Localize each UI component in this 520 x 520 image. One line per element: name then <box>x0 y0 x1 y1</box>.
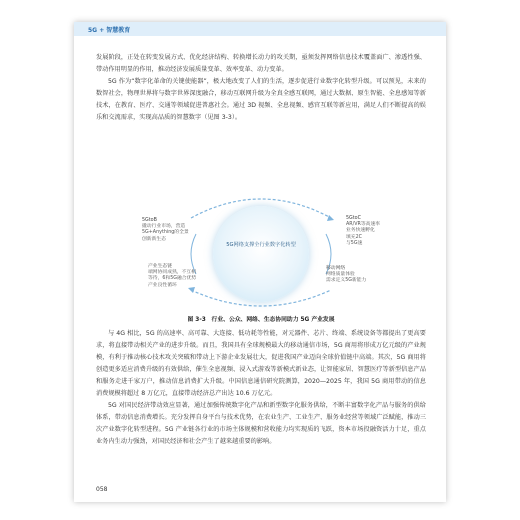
node-5gtob <box>142 218 214 243</box>
paragraph-2: 5G 作为“数字化革命的关键使能器”，极大地改变了人们的生活，逐步促进行业数字化转型升级。可以预见，未来的数智社会，物理世界将与数字世界深度融合，移动互联网升级为全真全感互联网，通过大数据、原生智能、全息感知等新技术，在教育、医疗、交通等领域促进普惠社会。通过 3D 视频、全息视频、感官互联等新应用，满足人们不断提高的娱乐和交流需求，实现高品质的智慧数字（见图 3-3）。 <box>96 78 426 121</box>
node-5gtoc <box>346 216 408 247</box>
node-ecosystem-line-1: 端网协同成熟，不互相 <box>148 270 196 276</box>
paragraph-1: 发展阶段，正处在转变发展方式、优化经济结构、转换增长动力的攻关期，亟须发挥网络信息技术覆盖面广、渗透性强、带动作用明显的作用，推动经济发展质量变革、效率变革、动力变革。 <box>96 54 426 73</box>
node-ecosystem-title: 产业生态链 <box>148 264 172 269</box>
running-header: 5G + 智慧教育 <box>88 27 131 34</box>
page-number: 058 <box>96 486 108 493</box>
node-ecosystem-line-3: 产业良性循环 <box>148 282 177 288</box>
center-circle <box>213 206 309 302</box>
node-mobile-network-line-1: 网络质量体验 <box>326 272 355 278</box>
node-5gtob-title: 5GtoB <box>142 218 157 223</box>
node-5gtoc-line-1: AR/VR等高速率 <box>346 222 381 228</box>
node-5gtoc-title: 5GtoC <box>346 216 361 221</box>
node-mobile-network-line-2: 需求定义5G新能力 <box>326 278 367 284</box>
text-block-top <box>96 52 426 124</box>
node-ecosystem <box>148 264 218 289</box>
node-5gtoc-line-3: 填充2C <box>346 234 362 240</box>
center-label: 5G网络支撑全行业数字化转型 <box>226 242 296 248</box>
node-ecosystem-line-2: 等待，6和5G融合优势 <box>148 276 197 282</box>
node-5gtoc-line-4: 与5G速 <box>346 240 363 246</box>
node-mobile-network <box>326 266 398 285</box>
node-5gtob-line-3: 创新新生态 <box>142 236 166 242</box>
text-block-bottom <box>96 328 426 448</box>
node-5gtob-line-2: 5G+Anything的全景 <box>142 230 189 236</box>
node-5gtoc-line-2: 业务快速孵化 <box>346 228 375 234</box>
paragraph-4: 5G 对国民经济带动效应显著，通过加强传统数字化产品和新型数字化服务供给，不断丰富数字化产品与服务的供给体系，带动信息消费增长。充分发挥自身平台与技术优势，在农业生产、工业生产、服务业经营等领域广泛赋能，推动三次产业数字化转型进程。5G 产业链各行业的市场主体规模和营收能力均实现质的飞跃，资本市场投融资活力十足，重点业务内生动力强劲，对国民经济和社会产生了越来越重要的影响。 <box>96 402 426 445</box>
industry-diagram <box>96 182 426 307</box>
node-mobile-network-title: 移动网络 <box>326 266 346 271</box>
node-5gtob-line-1: 撬动行业市场，营造 <box>142 224 186 230</box>
figure-caption: 图 3-3 行业、公众、网络、生态协同助力 5G 产业发展 <box>187 317 335 323</box>
paragraph-3: 与 4G 相比，5G 的高速率、高可靠、大连接、低功耗等性能，对元器件、芯片、终端、系统设备等都提出了更高要求，将直接带动相关产业的进步升级。而且，我国具有全球规模最大的移动通信市场，5G 商用将形成万亿元级的产业规模，有利于推动核心技术攻关突破和带动上下游企业发展壮大，促进我国产业迈向全球价值链中高端。其次，5G 商用将创造更多适应消费升级的有效供给，催生全息视频、浸入式游戏等新模式新业态，让智能家居、智慧医疗等新型信息产品和服务走进千家万户，推动信息消费扩大升级。中国信息通信研究院测算，2020—2025 年，我国 5G 商用带动的信息消费规模将超过 8 万亿元，直接带动经济总产出达 10.6 万亿元。 <box>96 330 426 397</box>
book-page <box>74 22 446 502</box>
